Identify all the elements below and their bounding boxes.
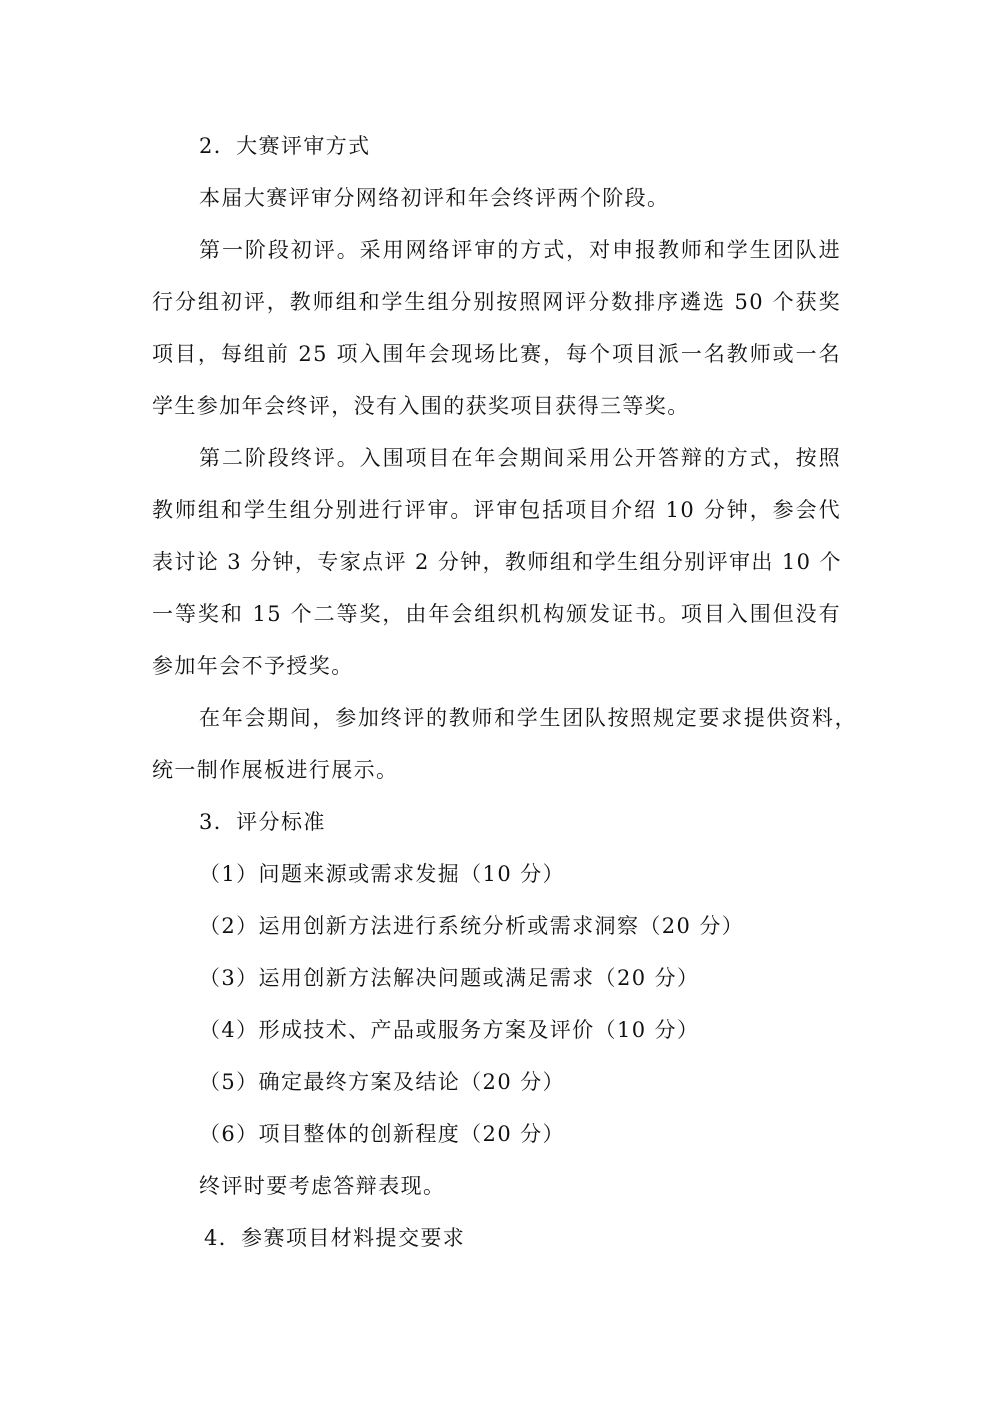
paragraph-line: 表讨论 3 分钟，专家点评 2 分钟，教师组和学生组分别评审出 10 个 [152, 550, 842, 574]
paragraph-line: 教师组和学生组分别进行评审。评审包括项目介绍 10 分钟，参会代 [152, 498, 841, 522]
paragraph-line: 一等奖和 15 个二等奖，由年会组织机构颁发证书。项目入围但没有 [152, 602, 841, 626]
section-4-heading: 4．参赛项目材料提交要求 [204, 1226, 466, 1250]
paragraph-line: 第二阶段终评。入围项目在年会期间采用公开答辩的方式，按照 [199, 446, 841, 470]
section-3-heading: 3．评分标准 [199, 810, 326, 834]
final-review-note: 终评时要考虑答辩表现。 [199, 1174, 446, 1198]
criteria-item: （2）运用创新方法进行系统分析或需求洞察（20 分） [199, 914, 745, 938]
criteria-item: （6）项目整体的创新程度（20 分） [199, 1122, 565, 1146]
criteria-item: （3）运用创新方法解决问题或满足需求（20 分） [199, 966, 700, 990]
paragraph-line: 参加年会不予授奖。 [152, 654, 354, 678]
paragraph-line: 在年会期间，参加终评的教师和学生团队按照规定要求提供资料， [199, 706, 857, 730]
section-2-intro: 本届大赛评审分网络初评和年会终评两个阶段。 [199, 186, 670, 210]
paragraph-line: 第一阶段初评。采用网络评审的方式，对申报教师和学生团队进 [199, 238, 841, 262]
criteria-item: （5）确定最终方案及结论（20 分） [199, 1070, 565, 1094]
paragraph-line: 统一制作展板进行展示。 [152, 758, 399, 782]
paragraph-line: 行分组初评，教师组和学生组分别按照网评分数排序遴选 50 个获奖 [152, 290, 841, 314]
section-2-heading: 2．大赛评审方式 [199, 134, 371, 158]
criteria-item: （1）问题来源或需求发掘（10 分） [199, 862, 565, 886]
paragraph-line: 学生参加年会终评，没有入围的获奖项目获得三等奖。 [152, 394, 690, 418]
paragraph-line: 项目，每组前 25 项入围年会现场比赛，每个项目派一名教师或一名 [152, 342, 841, 366]
criteria-item: （4）形成技术、产品或服务方案及评价（10 分） [199, 1018, 700, 1042]
